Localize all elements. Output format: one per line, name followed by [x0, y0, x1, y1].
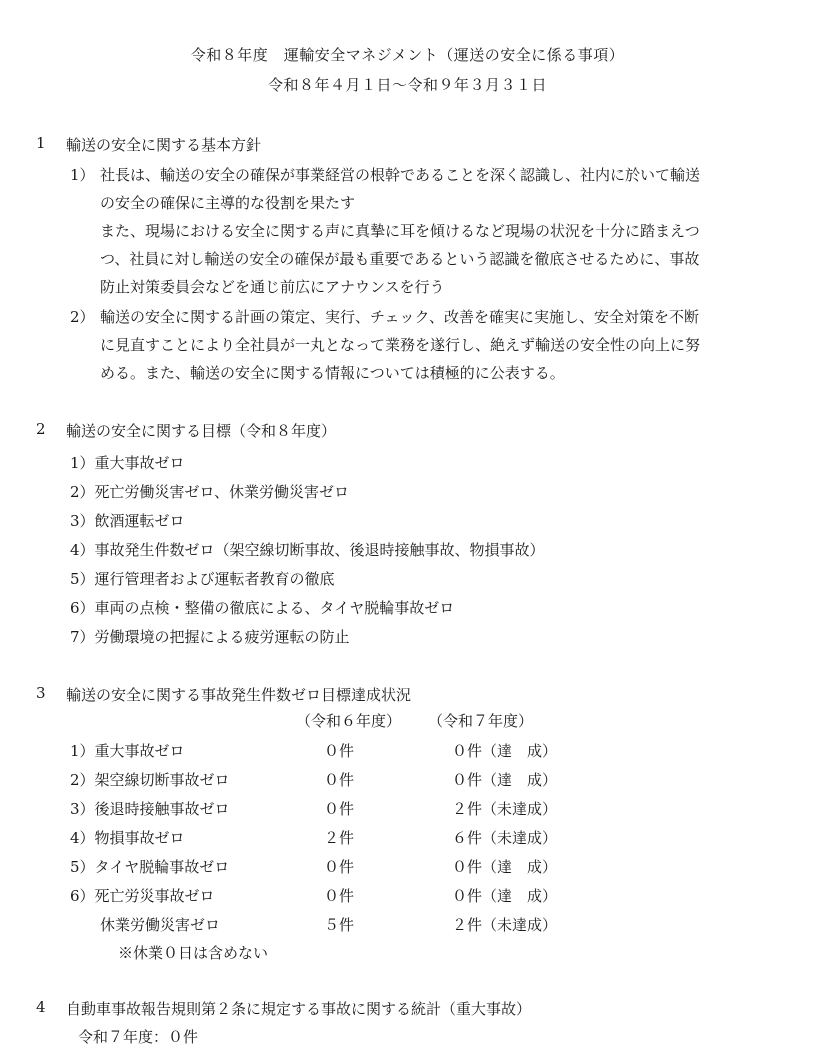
row-value-r7: ６件（未達成） [452, 829, 558, 847]
section-1-item-1-number: 1） [70, 166, 95, 184]
section-1-item-2-number: 2） [70, 308, 95, 326]
section-1-item-2-line: に見直すことにより全社員が一丸となって業務を遂行し、絶えず輸送の安全性の向上に努 [100, 336, 701, 354]
row-value-r6: ２件 [324, 829, 355, 847]
section-2-number: 2 [36, 420, 46, 438]
row-value-r7: ２件（未達成） [452, 800, 558, 818]
section-1-item-2-line: める。また、輸送の安全に関する情報については積極的に公表する。 [100, 364, 565, 382]
goal-item: 5）運行管理者および運転者教育の徹底 [70, 570, 335, 588]
goal-item: 1）重大事故ゼロ [70, 454, 185, 472]
section-3-note: ※休業０日は含めない [118, 944, 269, 962]
section-1-number: 1 [36, 134, 46, 152]
row-label: 5）タイヤ脱輪事故ゼロ [70, 858, 230, 876]
goal-item: 7）労働環境の把握による疲労運転の防止 [70, 628, 350, 646]
section-1-item-2-line: 輸送の安全に関する計画の策定、実行、チェック、改善を確実に実施し、安全対策を不断 [100, 308, 699, 326]
row-value-r6: ０件 [324, 887, 355, 905]
column-header-r6: （令和６年度） [296, 712, 402, 730]
row-value-r6: ０件 [324, 800, 355, 818]
row-value-r7: ０件（達 成） [452, 887, 558, 905]
section-1-item-1-line: 社長は、輸送の安全の確保が事業経営の根幹であることを深く認識し、社内に於いて輸送 [100, 166, 701, 184]
row-label: 6）死亡労災事故ゼロ [70, 887, 215, 905]
section-1-item-1-line: つ、社員に対し輸送の安全の確保が最も重要であるという認識を徹底させるために、事故 [100, 250, 700, 268]
section-1-item-1-line: また、現場における安全に関する声に真摯に耳を傾けるなど現場の状況を十分に踏まえつ [100, 222, 700, 240]
row-value-r7: ０件（達 成） [452, 858, 558, 876]
section-3-number: 3 [36, 684, 46, 702]
row-label: 休業労働災害ゼロ [70, 916, 221, 934]
document-period: 令和８年４月１日～令和９年３月３１日 [267, 76, 547, 94]
column-header-r7: （令和７年度） [428, 712, 534, 730]
section-2-heading: 輸送の安全に関する目標（令和８年度） [66, 422, 337, 440]
goal-item: 3）飲酒運転ゼロ [70, 512, 185, 530]
row-label: 3）後退時接触事故ゼロ [70, 800, 230, 818]
row-label: 4）物損事故ゼロ [70, 829, 185, 847]
section-3-heading: 輸送の安全に関する事故発生件数ゼロ目標達成状況 [66, 686, 412, 704]
goal-item: 4）事故発生件数ゼロ（架空線切断事故、後退時接触事故、物損事故） [70, 541, 545, 559]
row-label: 2）架空線切断事故ゼロ [70, 771, 230, 789]
row-value-r7: ０件（達 成） [452, 742, 558, 760]
section-4-heading: 自動車事故報告規則第２条に規定する事故に関する統計（重大事故） [66, 1000, 532, 1018]
section-4-value: 令和７年度：０件 [78, 1028, 199, 1046]
row-value-r6: ０件 [324, 771, 355, 789]
section-4-number: 4 [36, 998, 46, 1016]
row-label: 1）重大事故ゼロ [70, 742, 185, 760]
section-1-item-1-line: の安全の確保に主導的な役割を果たす [100, 194, 356, 212]
row-value-r7: ２件（未達成） [452, 916, 558, 934]
section-1-heading: 輸送の安全に関する基本方針 [66, 136, 262, 154]
row-value-r6: ０件 [324, 742, 355, 760]
goal-item: 2）死亡労働災害ゼロ、休業労働災害ゼロ [70, 483, 349, 501]
row-value-r6: ０件 [324, 858, 355, 876]
document-title: 令和８年度 運輸安全マネジメント（運送の安全に係る事項） [190, 46, 625, 64]
section-1-item-1-line: 防止対策委員会などを通じ前広にアナウンスを行う [100, 278, 445, 296]
row-value-r7: ０件（達 成） [452, 771, 558, 789]
row-value-r6: ５件 [324, 916, 355, 934]
goal-item: 6）車両の点検・整備の徹底による、タイヤ脱輪事故ゼロ [70, 599, 455, 617]
